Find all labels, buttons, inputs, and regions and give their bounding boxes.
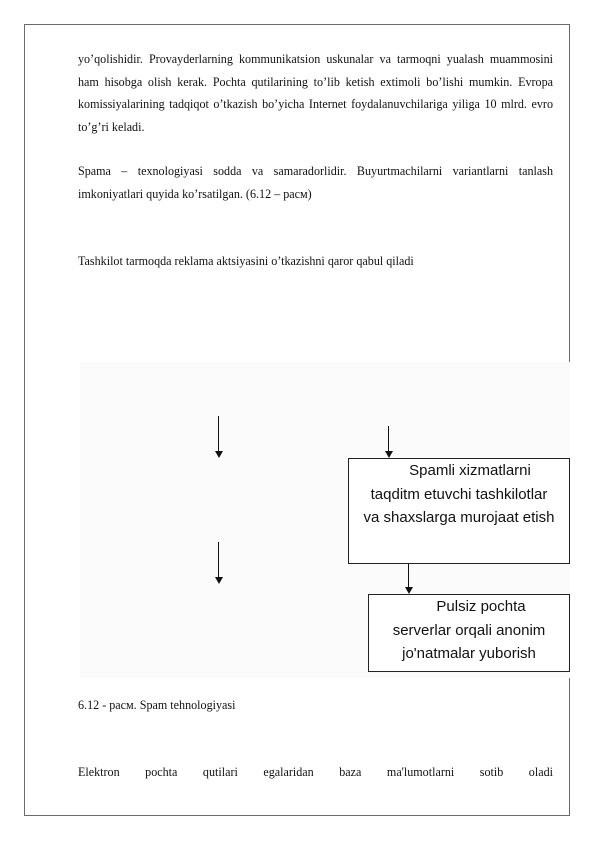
paragraph-spam-technology: Spama – texnologiyasi sodda va samaradorlidir. Buyurtmachilarni variantlarni tanlash imkoniyatlari quyida ko’rsatilgan. (6.12 – рaсм) <box>78 164 553 201</box>
box1-line-1: Spamli xizmatlarni <box>409 462 531 479</box>
arrow-down-right-bottom <box>403 564 415 594</box>
box2-line-1: Pulsiz pochta <box>436 598 526 615</box>
arrow-down-left-bottom <box>213 542 225 584</box>
paragraph-intro: yo’qolishidir. Provayderlarning kommunikatsion uskunalar va tarmoqni yualash muammosini ham hisobga olish kerak. Pochta qutilarining to’lib ketish extimoli bo’lishi mumkin. Evropa komissiyalarining tadqiqot o’tkazish bo’yicha Internet foydalanuvchilariga yiliga 10 mlrd. evro to’g’ri keladi. <box>78 52 553 134</box>
paragraph-decision: Tashkilot tarmoqda reklama aktsiyasini o’tkazishni qaror qabul qiladi <box>78 254 414 268</box>
box2-line-2: serverlar orqali anonim <box>392 621 546 639</box>
arrow-down-right-top <box>383 426 395 458</box>
box1-line-2: taqditm etuvchi tashkilotlar <box>370 485 548 503</box>
spam-technology-diagram <box>80 362 570 678</box>
box2-line-3: jo'natmalar yuborish <box>402 645 536 662</box>
box1-line-3: va shaxslarga murojaat etish <box>363 509 555 526</box>
paragraph-buy-database: Elektron pochta qutilari egalaridan baza ma'lumotlarni sotib oladi <box>78 765 553 779</box>
box-anonymous-mailing <box>368 594 570 672</box>
figure-caption: 6.12 - рaсм. Spam tehnologiyasi <box>78 698 236 712</box>
box-contact-spam-services <box>348 458 570 564</box>
arrow-down-left-top <box>213 416 225 458</box>
